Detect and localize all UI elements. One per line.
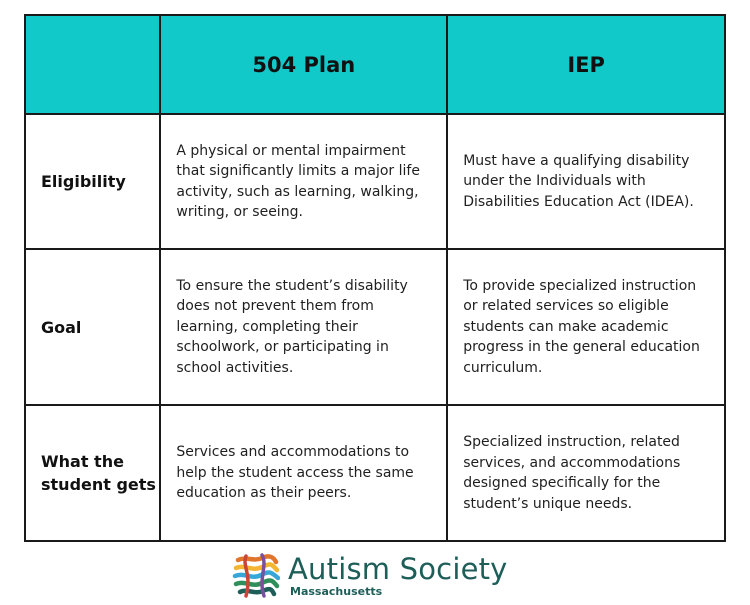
logo-subtitle: Massachusetts <box>290 585 383 598</box>
cell-504-what-student-gets: Services and accommodations to help the student access the same education as their peers. <box>160 405 447 541</box>
cell-iep-goal: To provide specialized instruction or related services so eligible students can make academic progress in the general education curriculum. <box>447 249 725 405</box>
cell-iep-eligibility: Must have a qualifying disability under the Individuals with Disabilities Education Act (IDEA). <box>447 114 725 249</box>
row-label-eligibility: Eligibility <box>25 114 160 249</box>
cell-504-eligibility: A physical or mental impairment that significantly limits a major life activity, such as learning, walking, writing, or seeing. <box>160 114 447 249</box>
logo-name: Autism Society <box>288 552 508 586</box>
header-iep: IEP <box>447 15 725 114</box>
cell-504-goal: To ensure the student’s disability does not prevent them from learning, completing their schoolwork, or participating in school activities. <box>160 249 447 405</box>
autism-society-logo <box>232 552 522 600</box>
row-label-what-student-gets: What the student gets <box>25 405 160 541</box>
cell-iep-what-student-gets: Specialized instruction, related services, and accommodations designed specifically for the student’s unique needs. <box>447 405 725 541</box>
row-label-goal: Goal <box>25 249 160 405</box>
table-row <box>25 405 725 541</box>
autism-society-ribbon-icon <box>232 552 280 598</box>
table-row <box>25 249 725 405</box>
comparison-table <box>24 14 726 542</box>
header-504-plan: 504 Plan <box>160 15 447 114</box>
table-row <box>25 114 725 249</box>
header-row <box>25 15 725 114</box>
header-empty-cell <box>25 15 160 114</box>
